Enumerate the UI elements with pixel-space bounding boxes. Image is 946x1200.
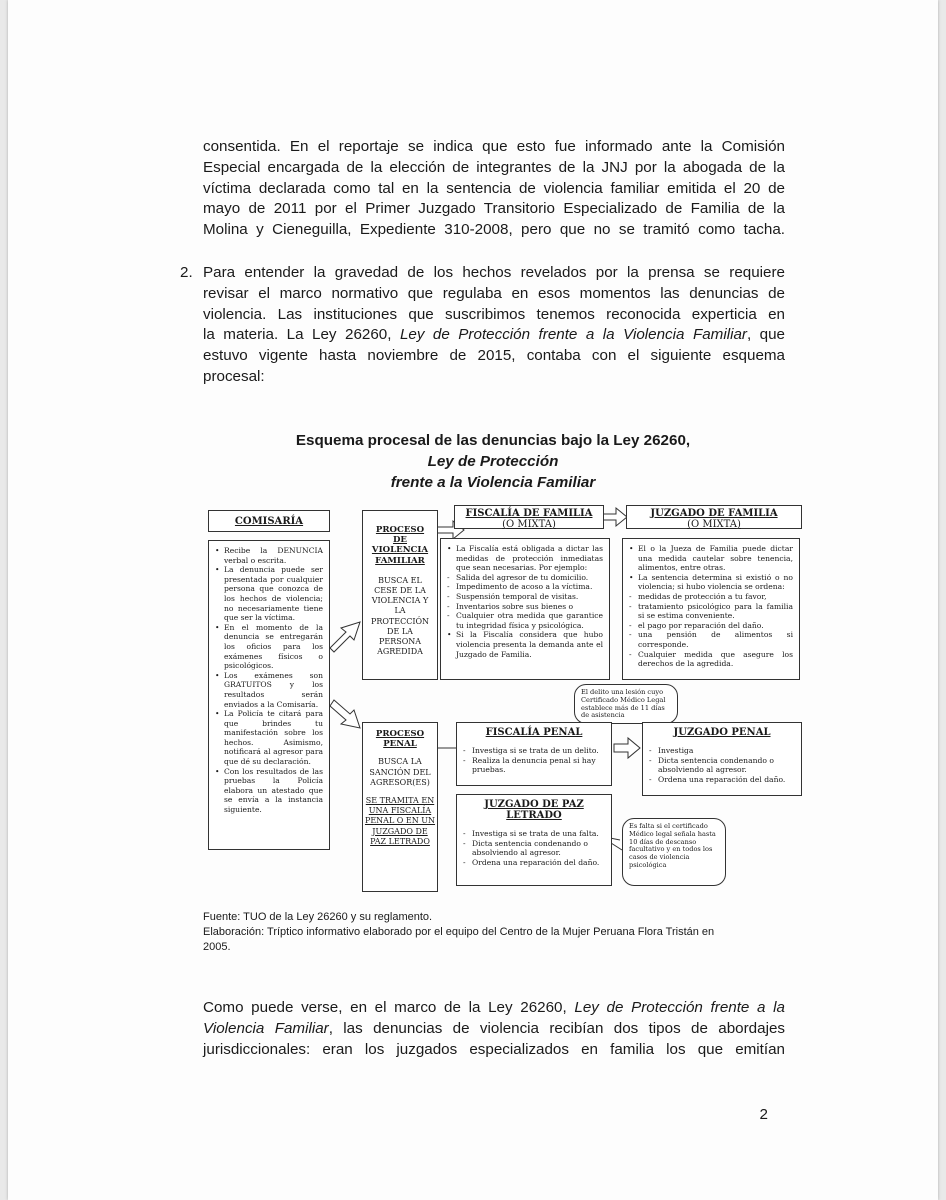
proceso-penal-route: SE TRAMITA EN UNA FISCALÍA PENAL O EN UN JUZGADO DE PAZ LETRADO (364, 796, 436, 846)
juzgado-paz-box (456, 794, 612, 886)
elaboration-note-cont: 2005. (203, 941, 231, 953)
comisaria-title-box (208, 510, 330, 532)
list-item: - Impedimento de acoso a la víctima. (447, 582, 603, 592)
comisaria-list (215, 546, 323, 815)
list-item: • La Fiscalía está obligada a dictar las medidas de protección inmediatas que sean necesarias. Por ejemplo: (447, 544, 603, 573)
fiscalia-familia-box (440, 538, 610, 680)
list-item: - Cualquier medida que asegure los derechos de la agredida. (629, 650, 793, 669)
list-item: • La Policía te citará para que brindes tu manifestación sobre los hechos. Asimismo, notificará al agresor para que dé su declaración. (215, 709, 323, 767)
proceso-penal-title: PROCESO PENAL (375, 729, 425, 750)
proceso-vf-goal: BUSCA EL CESE DE LA VIOLENCIA Y LA PROTECCIÓN DE LA PERSONA AGREDIDA (370, 575, 430, 657)
source-note: Fuente: TUO de la Ley 26260 y su reglamento. (203, 911, 433, 923)
callout-falta: Es falta si el certificado Médico legal señala hasta 10 días de descanso facultativo y en todos los casos de violencia psicológica (622, 818, 726, 886)
juzgado-penal-box (642, 722, 802, 796)
fiscalia-penal-title: FISCALÍA PENAL (485, 727, 583, 738)
list-item: - tratamiento psicológico para la familia si se estima conveniente. (629, 602, 793, 621)
arrow-to-violencia-familiar (330, 622, 360, 652)
intro-paragraph: consentida. En el reportaje se indica que esto fue informado ante la Comisión Especial encargada de la elección de integrantes de la JNJ por la abogada de la víctima declarada como tal en la sentencia de violencia familiar emitida el 20 de mayo de 2011 por el Primer Juzgado Transitorio Especializado de Familia de la Molina y Cieneguilla, Expediente 310-2008, pero que no se tramitó como tacha. (203, 138, 785, 239)
fiscalia-penal-box (456, 722, 612, 786)
list-item: - Dicta sentencia condenando o absolviendo al agresor. (649, 756, 795, 775)
juzgado-familia-orders (629, 592, 793, 669)
list-item: - Suspensión temporal de visitas. (447, 592, 603, 602)
list-item: • La denuncia puede ser presentada por cualquier persona que conozca de los hechos de violencia; no necesariamente tiene que ser la víctima. (215, 565, 323, 623)
list-item: - Realiza la denuncia penal si hay pruebas. (463, 756, 605, 775)
fiscalia-familia-measures (447, 573, 603, 631)
list-item: - Dicta sentencia condenando o absolviendo al agresor. (463, 839, 605, 858)
list-item: - Investiga si se trata de un delito. (463, 746, 605, 756)
comisaria-box (208, 540, 330, 850)
juzgado-paz-title: JUZGADO DE PAZ LETRADO (484, 799, 584, 821)
juzgado-penal-title: JUZGADO PENAL (673, 727, 771, 738)
arrow-fiscalia-juzgado-penal (614, 738, 640, 758)
closing-paragraph: Como puede verse, en el marco de la Ley 26260, Ley de Protección frente a la Violencia Familiar, las denuncias de violencia recibían dos tipos de abordajes jurisdiccionales: eran los juzgados especializados en familia los que emitían (203, 999, 785, 1058)
fiscalia-familia-title: FISCALÍA DE FAMILIA (O MIXTA) (465, 508, 593, 530)
juzgado-familia-title-box (626, 505, 802, 529)
elaboration-note: Elaboración: Tríptico informativo elaborado por el equipo del Centro de la Mujer Peruana Flora Tristán en (203, 926, 715, 938)
figure-notes (203, 910, 788, 955)
list-number: 2. (180, 264, 193, 281)
list-item: - Cualquier otra medida que garantice tu integridad física y psicológica. (447, 611, 603, 630)
figure-title: Esquema procesal de las denuncias bajo la Ley 26260, Ley de Protección frente a la Violencia Familiar (295, 432, 691, 491)
list-item: - Salida del agresor de tu domicilio. (447, 573, 603, 583)
list-item: - una pensión de alimentos si corresponde. (629, 630, 793, 649)
proceso-penal-goal: BUSCA LA SANCIÓN DEL AGRESOR(ES) (369, 757, 431, 787)
list-item: - medidas de protección a tu favor, (629, 592, 793, 602)
proceso-vf-title: PROCESO DE VIOLENCIA FAMILIAR (371, 525, 429, 566)
list-item: - Investiga (649, 746, 795, 756)
list-item: - Inventarios sobre sus bienes o (447, 602, 603, 612)
arrow-fiscalia-juzgado (602, 508, 627, 526)
proceso-penal-box (362, 722, 438, 892)
list-item: • Si la Fiscalía considera que hubo violencia presenta la demanda ante el Juzgado de Familia. (447, 630, 603, 659)
list-item: - Ordena una reparación del daño. (463, 858, 605, 868)
list-item: - el pago por reparación del daño. (629, 621, 793, 631)
list-item: • El o la Jueza de Familia puede dictar una medida cautelar sobre tenencia, alimentos, entre otras. (629, 544, 793, 573)
list-item: • Con los resultados de las pruebas la Policía elabora un atestado que se envía a la instancia siguiente. (215, 767, 323, 815)
point2-paragraph: Para entender la gravedad de los hechos revelados por la prensa se requiere revisar el marco normativo que regulaba en esos momentos las denuncias de violencia. Las instituciones que suscribimos tenemos reconocida experticia en la materia. La Ley 26260, Ley de Protección frente a la Violencia Familiar, que estuvo vigente hasta noviembre de 2015, contaba con el siguiente esquema procesal: (203, 264, 785, 385)
list-item: - Ordena una reparación del daño. (649, 775, 795, 785)
callout-delito: El delito una lesión cuyo Certificado Médico Legal establece más de 11 días de asistencia (574, 684, 678, 724)
comisaria-title: COMISARÍA (234, 516, 304, 527)
document-page (8, 0, 938, 1200)
proceso-violencia-familiar-box (362, 510, 438, 680)
arrow-to-penal (330, 700, 360, 728)
list-item: • Los exámenes son GRATUITOS y los resultados serán enviados a la Comisaría. (215, 671, 323, 709)
page-number: 2 (759, 1106, 768, 1123)
list-item: • Recibe la DENUNCIA verbal o escrita. (215, 546, 323, 565)
list-item: • En el momento de la denuncia se entregarán los oficios para los exámenes físicos o psicológicos. (215, 623, 323, 671)
juzgado-familia-title: JUZGADO DE FAMILIA (O MIXTA) (650, 508, 778, 530)
list-item: - Investiga si se trata de una falta. (463, 829, 605, 839)
fiscalia-familia-title-box (454, 505, 604, 529)
list-item: • La sentencia determina si existió o no violencia; si hubo violencia se ordena: (629, 573, 793, 592)
juzgado-familia-box (622, 538, 800, 680)
